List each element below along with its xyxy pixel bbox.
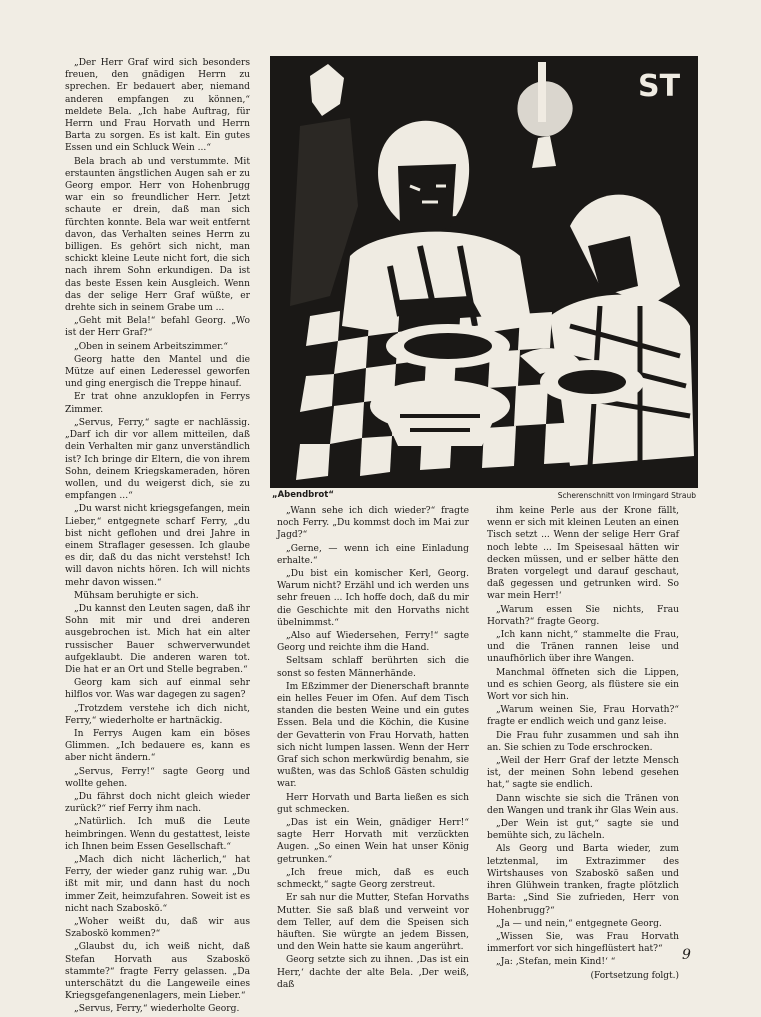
illustration-abendbrot <box>270 56 698 488</box>
paragraph: „Der Herr Graf wird sich besonders freuen, den gnädigen Herrn zu sprechen. Er bedauert aber, niemand anderen empfangen zu können,“ meldete Bela. „Ich habe Auftrag, für Herrn und Frau Horvath und Herrn Barta zu sorgen. Es ist kalt. Ein gutes Essen und ein Schluck Wein ...“ <box>65 58 250 154</box>
paragraph: „Natürlich. Ich muß die Leute heimbringen. Wenn du gestattest, leiste ich Ihnen beim Essen Gesellschaft.“ <box>65 817 250 852</box>
paragraph: Im Eßzimmer der Dienerschaft brannte ein helles Feuer im Ofen. Auf dem Tisch standen die besten Weine und ein gutes Essen. Bela und die Köchin, die Kusine der Gevatterin von Frau Horvath, hatten sich nicht lumpen lassen. Wenn der Herr Graf sich schon merkwürdig benahm, sie wußten, was das Schloß Gästen schuldig war. <box>277 681 469 790</box>
paragraph: „Ich kann nicht,“ stammelte die Frau, und die Tränen rannen leise und unaufhörlich über ihre Wangen. <box>487 630 679 665</box>
paragraph: „Der Wein ist gut,“ sagte sie und bemühte sich, zu lächeln. <box>487 819 679 842</box>
paragraph: „Geht mit Bela!“ befahl Georg. „Wo ist der Herr Graf?“ <box>65 316 250 339</box>
paragraph: „Woher weißt du, daß wir aus Szaboskö kommen?“ <box>65 917 250 940</box>
text-column-2 <box>277 505 469 992</box>
papercut-image <box>270 56 698 488</box>
text-column-3 <box>487 505 679 982</box>
paragraph: „Du kannst den Leuten sagen, daß ihr Sohn mit mir und drei anderen ausgebrochen ist. Mich hat ein alter russischer Bauer schwerverwundet aufgeklaubt. Die anderen waren tot. Die hat er an Ort und Stelle begraben.“ <box>65 603 250 675</box>
paragraph: „Weil der Herr Graf der letzte Mensch ist, der meinen Sohn lebend gesehen hat,“ sagte sie endlich. <box>487 756 679 791</box>
paragraph: Seltsam schlaff berührten sich die sonst so festen Männerhände. <box>277 656 469 679</box>
text-column-1 <box>65 57 250 1017</box>
paragraph: ihm keine Perle aus der Krone fällt, wenn er sich mit kleinen Leuten an einen Tisch setzt ... Wenn der selige Herr Graf noch lebte ... Im Speisesaal hätten wir decken müssen, und er selber hätte den Braten vorgelegt und darauf geschaut, daß gegessen und getrunken wird. So war mein Herr!‘ <box>487 506 679 602</box>
paragraph: Die Frau fuhr zusammen und sah ihn an. Sie schien zu Tode erschrocken. <box>487 730 679 753</box>
paragraph: „Servus, Ferry!“ sagte Georg und wollte gehen. <box>65 766 250 789</box>
continuation-note: (Fortsetzung folgt.) <box>590 970 679 981</box>
paragraph: Als Georg und Barta wieder, zum letztenmal, im Extrazimmer des Wirtshauses von Szaboskö saßen und ihren Glühwein tranken, fragte plötzlich Barta: „Sind Sie zufrieden, Herr von Hohenbrugg?“ <box>487 844 679 916</box>
page-number: 9 <box>682 947 691 963</box>
paragraph: Georg kam sich auf einmal sehr hilflos vor. Was war dagegen zu sagen? <box>65 678 250 701</box>
paragraph: Er trat ohne anzuklopfen in Ferrys Zimmer. <box>65 392 250 415</box>
paragraph: „Das ist ein Wein, gnädiger Herr!“ sagte Herr Horvath mit verzückten Augen. „So einen Wein hat unser König getrunken.“ <box>277 818 469 865</box>
paragraph: „Servus, Ferry,“ wiederholte Georg. <box>74 1004 240 1015</box>
paragraph: „Warum essen Sie nichts, Frau Horvath?“ fragte Georg. <box>487 604 679 627</box>
svg-text:ST: ST <box>638 69 681 104</box>
paragraph: „Glaubst du, ich weiß nicht, daß Stefan Horvath aus Szaboskö stammte?“ fragte Ferry gelassen. „Da unterschätzt du die Langeweile eines Kriegsgefangenenlagers, mein Lieber.“ <box>65 942 250 1002</box>
paragraph: Herr Horvath und Barta ließen es sich gut schmecken. <box>277 792 469 815</box>
paragraph: Mühsam beruhigte er sich. <box>74 590 199 601</box>
paragraph: „Also auf Wiedersehen, Ferry!“ sagte Georg und reichte ihm die Hand. <box>277 631 469 654</box>
paragraph: Manchmal öffneten sich die Lippen, und es schien Georg, als flüstere sie ein Wort vor sich hin. <box>487 667 679 703</box>
caption-credit: Scherenschnitt von Irmingard Straub <box>557 491 696 500</box>
paragraph: „Warum weinen Sie, Frau Horvath?“ fragte er endlich weich und ganz leise. <box>487 705 679 728</box>
paragraph: „Ja: ‚Stefan, mein Kind!‘ “ <box>496 957 616 968</box>
paragraph: „Du bist ein komischer Kerl, Georg. Warum nicht? Erzähl und ich werden uns sehr freuen ... Ich hoffe doch, daß du mir die Geschichte mit den Horvaths nicht übelnimmst.“ <box>277 569 469 628</box>
paragraph: Georg hatte den Mantel und die Mütze auf einen Lederessel geworfen und ging energisch die Treppe hinauf. <box>65 354 250 390</box>
paragraph: Georg setzte sich zu ihnen. ‚Das ist ein Herr,‘ dachte der alte Bela. ‚Der weiß, daß <box>277 955 469 990</box>
paragraph: „Oben in seinem Arbeitszimmer.“ <box>74 341 229 352</box>
paragraph: „Wissen Sie, was Frau Horvath immerfort vor sich hingeflüstert hat?“ <box>487 931 679 955</box>
paragraph: „Trotzdem verstehe ich dich nicht, Ferry,“ wiederholte er hartnäckig. <box>65 703 250 726</box>
paragraph: „Gerne, — wenn ich eine Einladung erhalte.“ <box>277 543 469 566</box>
paragraph: „Mach dich nicht lächerlich,“ hat Ferry, der wieder ganz ruhig war. „Du ißt mit mir, und dann hast du noch immer Zeit, heimzufahren. Soweit ist es nicht nach Szaboskö.“ <box>65 855 250 914</box>
paragraph: „Ich freue mich, daß es euch schmeckt,“ sagte Georg zerstreut. <box>277 867 469 891</box>
paragraph: „Servus, Ferry,“ sagte er nachlässig. „Darf ich dir vor allem mitteilen, daß dein Verhalten mir ganz unverständlich ist? Ich bringe dir Eltern, die von ihrem Sohn, deinem Kriegskameraden, hören wollen, und du weigerst dich, sie zu empfangen ...“ <box>65 417 250 502</box>
paragraph: „Ja — und nein,“ entgegnete Georg. <box>496 918 662 929</box>
paragraph: In Ferrys Augen kam ein böses Glimmen. „Ich bedauere es, kann es aber nicht ändern.“ <box>65 728 250 764</box>
paragraph: „Du fährst doch nicht gleich wieder zurück?“ rief Ferry ihm nach. <box>65 791 250 815</box>
paragraph: „Du warst nicht kriegsgefangen, mein Lieber,“ entgegnete scharf Ferry, „du bist nicht geflohen und drei Jahre in einem Straflager gesessen. Ich glaube es dir, daß du das nicht verstehst! Ich will davon nichts hören. Ich will nichts mehr davon wissen.“ <box>65 504 250 588</box>
caption-title: „Abendbrot“ <box>272 490 334 500</box>
paragraph: Bela brach ab und verstummte. Mit erstaunten ängstlichen Augen sah er zu Georg empor. Herr von Hohenbrugg war ein so freundlicher Herr. Jetzt schaute er drein, daß man sich fürchten konnte. Bela war weit entfernt davon, das Verhalten seines Herrn zu billigen. Es gehört sich nicht, man schickt kleine Leute nicht fort, die sich nach ihrem Sohn erkundigen. Da ist das beste Essen kein Ausgleich. Wenn das der selige Herr Graf wüßte, er drehte sich in seinem Grabe um ... <box>65 156 250 314</box>
paragraph: Dann wischte sie sich die Tränen von den Wangen und trank ihr Glas Wein aus. <box>487 793 679 816</box>
paragraph: „Wann sehe ich dich wieder?“ fragte noch Ferry. „Du kommst doch im Mai zur Jagd?“ <box>277 506 469 541</box>
paragraph: Er sah nur die Mutter, Stefan Horvaths Mutter. Sie saß blaß und verweint vor dem Teller, auf dem die Speisen sich häuften. Sie würgte an jedem Bissen, und den Wein hatte sie kaum angerührt. <box>277 893 469 953</box>
